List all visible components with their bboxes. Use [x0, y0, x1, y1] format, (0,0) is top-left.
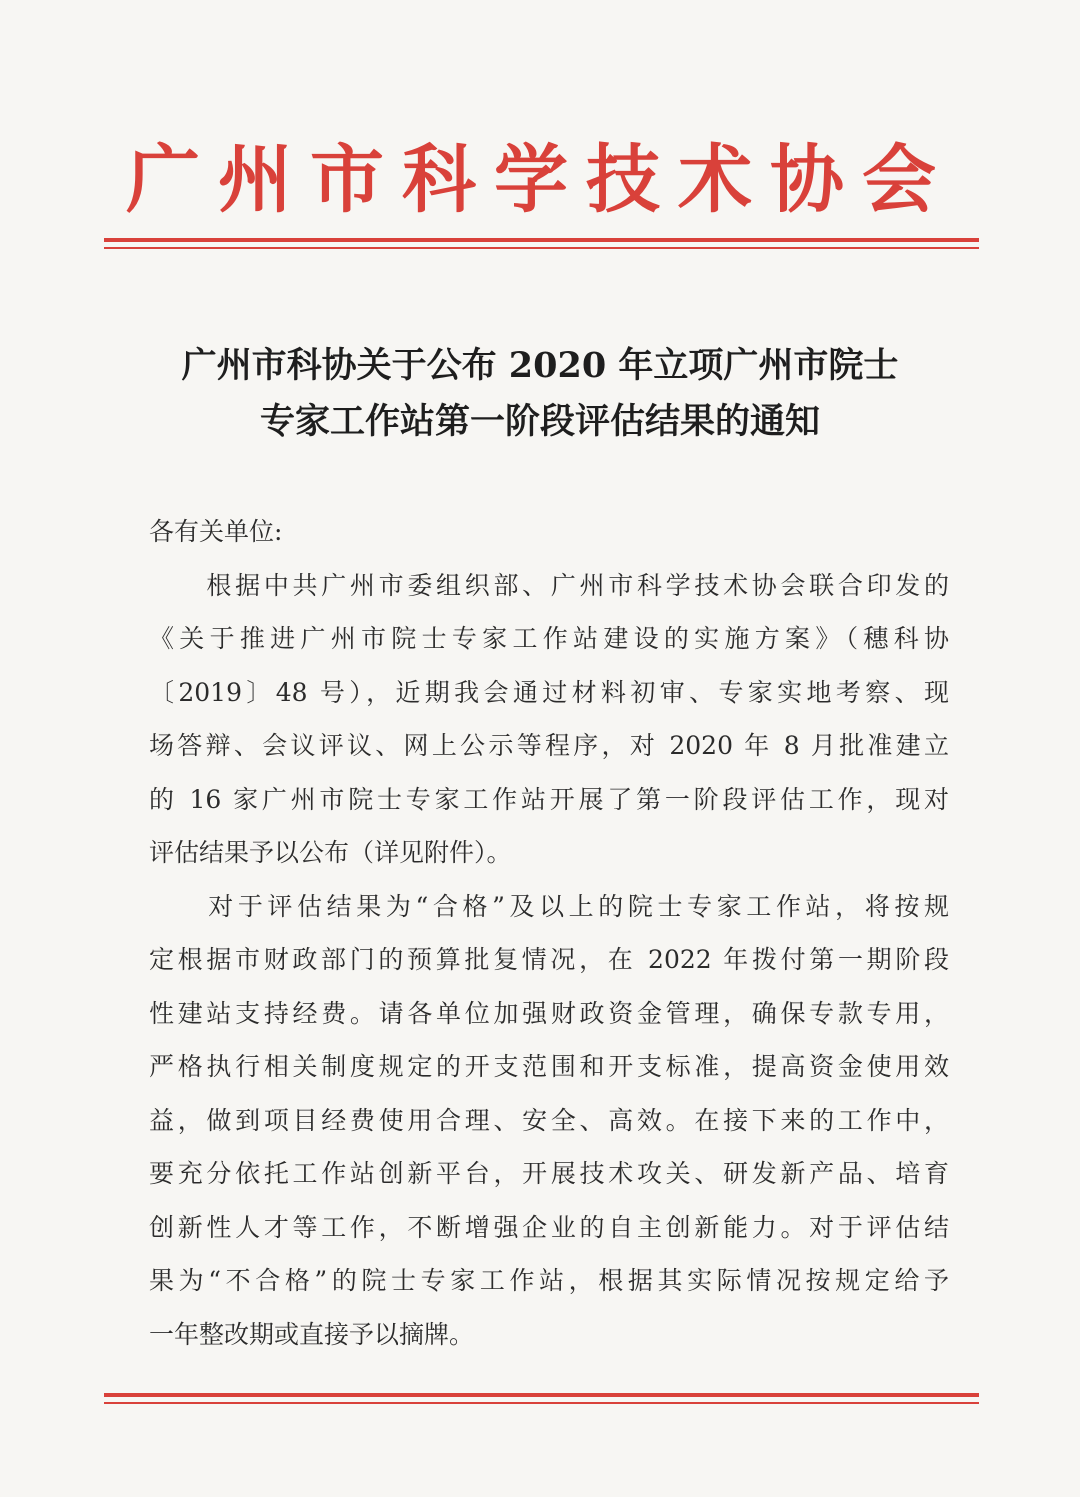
body-line: 性建站支持经费。请各单位加强财政资金管理，确保专款专用，	[149, 998, 949, 1028]
title-line-2: 专家工作站第一阶段评估结果的通知	[259, 401, 820, 442]
rule-thick-line	[104, 1393, 979, 1397]
paragraph-1	[149, 559, 949, 880]
body-line: 评估结果予以公布（详见附件）。	[149, 838, 512, 867]
footer-red-rule	[104, 1393, 979, 1404]
body-line: 严格执行相关制度规定的开支范围和开支标准，提高资金使用效	[149, 1052, 949, 1081]
letterhead-red-rule	[104, 238, 979, 249]
rule-thin-line	[104, 247, 979, 249]
body-line: 场答辩、会议评议、网上公示等程序，对 2020 年 8 月批准建立	[149, 731, 949, 760]
body-line: 《关于推进广州市院士专家工作站建设的实施方案》（穗科协	[149, 624, 949, 653]
salutation: 各有关单位:	[149, 517, 283, 546]
body-line: 要充分依托工作站创新平台，开展技术攻关、研发新产品、培育	[149, 1159, 949, 1188]
body-line: 一年整改期或直接予以摘牌。	[149, 1319, 475, 1349]
rule-thin-line	[104, 1402, 979, 1404]
body-line: 定根据市财政部门的预算批复情况，在 2022 年拨付第一期阶段	[149, 945, 949, 974]
title-line-1: 广州市科协关于公布 2020 年立项广州市院士	[181, 345, 899, 386]
document-title	[110, 338, 970, 450]
body-line: 根据中共广州市委组织部、广州市科学技术协会联合印发的	[149, 570, 949, 600]
letterhead-org-name: 广州市科学技术协会	[126, 137, 954, 223]
body-line: 对于评估结果为“合格”及以上的院士专家工作站，将按规	[149, 891, 949, 921]
rule-thick-line	[104, 238, 979, 242]
body-line: 〔2019〕48 号），近期我会通过材料初审、专家实地考察、现	[149, 677, 949, 707]
document-body	[149, 505, 949, 1361]
body-line: 的 16 家广州市院士专家工作站开展了第一阶段评估工作，现对	[149, 784, 949, 814]
paragraph-2	[149, 880, 949, 1362]
body-line: 果为“不合格”的院士专家工作站，根据其实际情况按规定给予	[149, 1266, 949, 1295]
body-line: 创新性人才等工作，不断增强企业的自主创新能力。对于评估结	[149, 1212, 949, 1242]
body-line: 益，做到项目经费使用合理、安全、高效。在接下来的工作中，	[149, 1105, 949, 1135]
